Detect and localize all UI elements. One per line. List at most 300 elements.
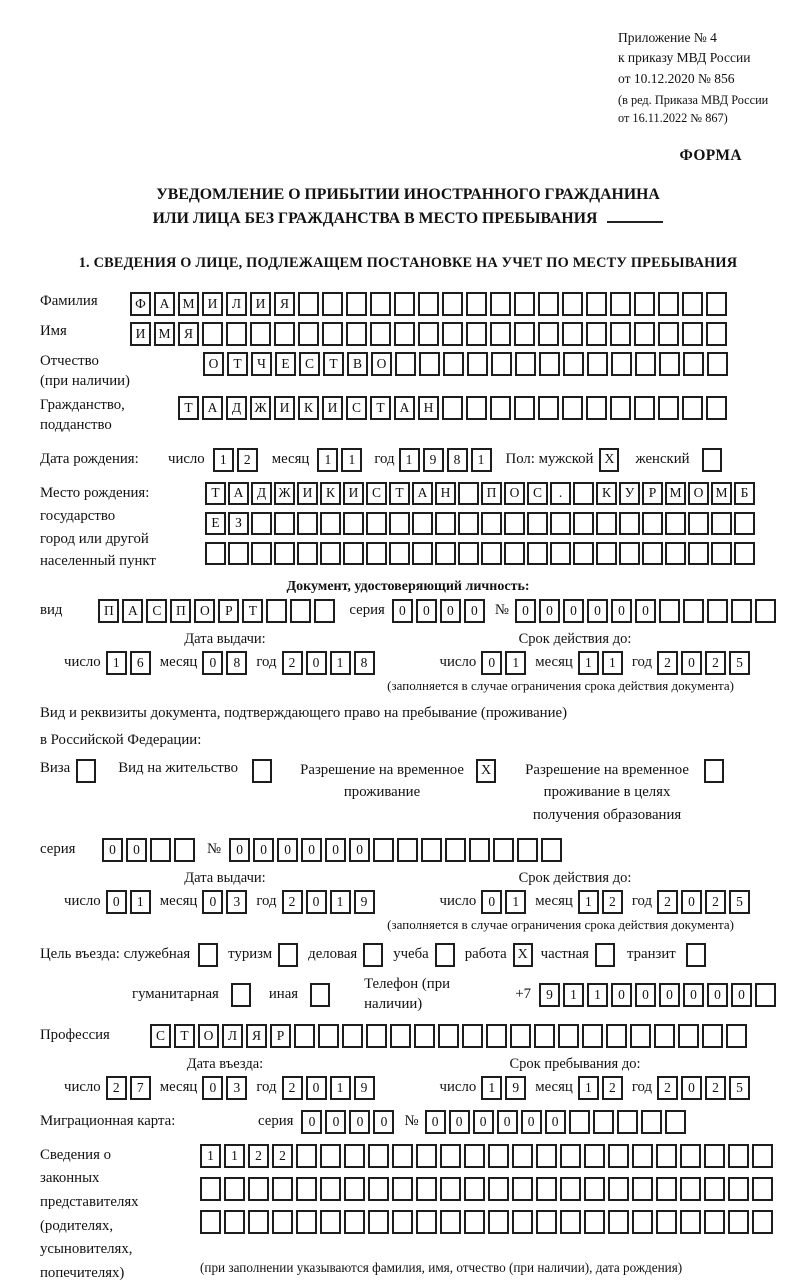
char-cell[interactable]: Т [370,396,391,420]
char-cell[interactable] [586,396,607,420]
char-cell[interactable] [320,542,341,565]
char-cell[interactable]: П [98,599,119,623]
char-cell[interactable] [342,1024,363,1048]
char-cell[interactable] [512,1177,533,1201]
char-cell[interactable] [481,542,502,565]
char-cell[interactable]: 0 [349,1110,370,1134]
char-cell[interactable] [390,1024,411,1048]
char-cell[interactable]: Т [242,599,263,623]
char-cell[interactable] [174,838,195,862]
char-cell[interactable]: 3 [226,1076,247,1100]
char-cell[interactable]: 0 [681,1076,702,1100]
char-cell[interactable]: 2 [705,890,726,914]
char-cell[interactable]: Р [218,599,239,623]
char-cell[interactable] [680,1210,701,1234]
char-cell[interactable] [435,542,456,565]
char-cell[interactable]: 0 [681,890,702,914]
char-cell[interactable]: Р [270,1024,291,1048]
char-cell[interactable] [392,1144,413,1168]
char-cell[interactable]: 0 [681,651,702,675]
char-cell[interactable]: 5 [729,651,750,675]
char-cell[interactable] [752,1144,773,1168]
char-cell[interactable] [343,542,364,565]
char-cell[interactable] [656,1210,677,1234]
vnj-checkbox[interactable] [252,759,272,783]
char-cell[interactable]: 0 [392,599,413,623]
char-cell[interactable]: 2 [237,448,258,472]
char-cell[interactable] [274,512,295,535]
char-cell[interactable]: 0 [473,1110,494,1134]
char-cell[interactable] [421,838,442,862]
char-cell[interactable] [665,542,686,565]
char-cell[interactable]: 3 [226,890,247,914]
char-cell[interactable] [250,322,271,346]
char-cell[interactable] [680,1144,701,1168]
char-cell[interactable] [688,542,709,565]
char-cell[interactable] [527,542,548,565]
char-cell[interactable] [274,542,295,565]
char-cell[interactable]: 1 [106,651,127,675]
char-cell[interactable] [368,1210,389,1234]
char-cell[interactable]: 0 [425,1110,446,1134]
char-cell[interactable] [632,1144,653,1168]
char-cell[interactable] [630,1024,651,1048]
char-cell[interactable] [586,322,607,346]
char-cell[interactable] [514,396,535,420]
char-cell[interactable]: 1 [481,1076,502,1100]
char-cell[interactable]: Р [642,482,663,505]
char-cell[interactable]: А [154,292,175,316]
char-cell[interactable] [642,512,663,535]
char-cell[interactable]: Ж [250,396,271,420]
char-cell[interactable]: А [394,396,415,420]
char-cell[interactable]: 0 [563,599,584,623]
char-cell[interactable] [490,292,511,316]
char-cell[interactable] [550,542,571,565]
char-cell[interactable] [200,1177,221,1201]
char-cell[interactable] [711,542,732,565]
char-cell[interactable]: 1 [505,651,526,675]
char-cell[interactable] [752,1210,773,1234]
char-cell[interactable] [442,322,463,346]
char-cell[interactable]: В [347,352,368,376]
char-cell[interactable] [298,292,319,316]
char-cell[interactable]: 1 [471,448,492,472]
char-cell[interactable] [688,512,709,535]
char-cell[interactable]: . [550,482,571,505]
char-cell[interactable] [368,1144,389,1168]
rvp-checkbox[interactable]: X [476,759,496,783]
char-cell[interactable] [560,1177,581,1201]
char-cell[interactable]: 1 [602,651,623,675]
char-cell[interactable] [608,1210,629,1234]
char-cell[interactable]: 1 [399,448,420,472]
char-cell[interactable]: 0 [481,651,502,675]
char-cell[interactable]: 0 [659,983,680,1007]
char-cell[interactable] [728,1144,749,1168]
char-cell[interactable]: 1 [200,1144,221,1168]
char-cell[interactable]: А [122,599,143,623]
char-cell[interactable] [608,1144,629,1168]
char-cell[interactable] [394,292,415,316]
char-cell[interactable]: 1 [505,890,526,914]
char-cell[interactable] [370,292,391,316]
sex-male-checkbox[interactable]: X [599,448,619,472]
char-cell[interactable] [435,512,456,535]
char-cell[interactable] [517,838,538,862]
char-cell[interactable] [538,322,559,346]
char-cell[interactable] [344,1177,365,1201]
char-cell[interactable] [587,352,608,376]
char-cell[interactable]: 8 [226,651,247,675]
char-cell[interactable] [296,1144,317,1168]
char-cell[interactable] [593,1110,614,1134]
char-cell[interactable] [731,599,752,623]
char-cell[interactable] [606,1024,627,1048]
char-cell[interactable] [266,599,287,623]
char-cell[interactable]: Б [734,482,755,505]
char-cell[interactable] [534,1024,555,1048]
char-cell[interactable] [272,1210,293,1234]
char-cell[interactable] [584,1144,605,1168]
char-cell[interactable] [322,292,343,316]
char-cell[interactable]: 9 [354,1076,375,1100]
char-cell[interactable] [440,1177,461,1201]
char-cell[interactable] [464,1144,485,1168]
char-cell[interactable]: К [298,396,319,420]
char-cell[interactable] [464,1210,485,1234]
char-cell[interactable]: 0 [539,599,560,623]
char-cell[interactable]: 0 [253,838,274,862]
char-cell[interactable]: Д [226,396,247,420]
char-cell[interactable] [392,1177,413,1201]
char-cell[interactable] [320,1144,341,1168]
char-cell[interactable] [682,396,703,420]
char-cell[interactable]: 0 [202,651,223,675]
char-cell[interactable] [682,292,703,316]
char-cell[interactable] [539,352,560,376]
char-cell[interactable] [248,1210,269,1234]
char-cell[interactable]: М [154,322,175,346]
char-cell[interactable]: 1 [317,448,338,472]
char-cell[interactable]: 1 [213,448,234,472]
char-cell[interactable] [617,1110,638,1134]
char-cell[interactable] [642,542,663,565]
char-cell[interactable] [665,512,686,535]
char-cell[interactable] [573,512,594,535]
char-cell[interactable] [346,292,367,316]
char-cell[interactable] [538,292,559,316]
char-cell[interactable]: 2 [602,1076,623,1100]
char-cell[interactable]: И [130,322,151,346]
char-cell[interactable] [251,512,272,535]
char-cell[interactable] [486,1024,507,1048]
char-cell[interactable] [150,838,171,862]
char-cell[interactable] [728,1210,749,1234]
char-cell[interactable] [481,512,502,535]
char-cell[interactable] [462,1024,483,1048]
char-cell[interactable] [224,1177,245,1201]
char-cell[interactable]: 0 [102,838,123,862]
char-cell[interactable] [200,1210,221,1234]
char-cell[interactable]: 2 [657,890,678,914]
char-cell[interactable]: 0 [683,983,704,1007]
char-cell[interactable] [228,542,249,565]
char-cell[interactable]: М [178,292,199,316]
char-cell[interactable]: 8 [447,448,468,472]
char-cell[interactable] [632,1210,653,1234]
char-cell[interactable]: Т [227,352,248,376]
char-cell[interactable]: 0 [440,599,461,623]
char-cell[interactable] [490,396,511,420]
char-cell[interactable]: 0 [325,1110,346,1134]
char-cell[interactable]: И [297,482,318,505]
char-cell[interactable]: 1 [341,448,362,472]
purpose-tourism-checkbox[interactable] [278,943,298,967]
char-cell[interactable] [458,512,479,535]
char-cell[interactable] [320,512,341,535]
char-cell[interactable]: 0 [202,1076,223,1100]
char-cell[interactable]: 9 [423,448,444,472]
char-cell[interactable] [414,1024,435,1048]
char-cell[interactable] [290,599,311,623]
rvp-edu-checkbox[interactable] [704,759,724,783]
char-cell[interactable]: З [228,512,249,535]
char-cell[interactable]: И [250,292,271,316]
char-cell[interactable] [373,838,394,862]
purpose-business-checkbox[interactable] [198,943,218,967]
char-cell[interactable]: С [299,352,320,376]
char-cell[interactable] [706,396,727,420]
char-cell[interactable] [550,512,571,535]
sex-female-checkbox[interactable] [702,448,722,472]
char-cell[interactable] [683,599,704,623]
char-cell[interactable] [392,1210,413,1234]
char-cell[interactable]: А [202,396,223,420]
char-cell[interactable]: 0 [707,983,728,1007]
char-cell[interactable] [538,396,559,420]
char-cell[interactable]: 0 [306,1076,327,1100]
char-cell[interactable] [711,512,732,535]
char-cell[interactable]: 1 [330,1076,351,1100]
char-cell[interactable]: Л [226,292,247,316]
char-cell[interactable]: 0 [611,983,632,1007]
char-cell[interactable]: 0 [635,599,656,623]
char-cell[interactable] [318,1024,339,1048]
purpose-work-checkbox[interactable]: X [513,943,533,967]
char-cell[interactable] [656,1177,677,1201]
char-cell[interactable] [704,1210,725,1234]
char-cell[interactable] [322,322,343,346]
visa-checkbox[interactable] [76,759,96,783]
char-cell[interactable]: 1 [578,1076,599,1100]
char-cell[interactable]: С [150,1024,171,1048]
char-cell[interactable] [706,292,727,316]
char-cell[interactable] [527,512,548,535]
char-cell[interactable]: С [146,599,167,623]
char-cell[interactable]: 0 [325,838,346,862]
char-cell[interactable]: 1 [130,890,151,914]
char-cell[interactable]: К [320,482,341,505]
char-cell[interactable]: М [711,482,732,505]
char-cell[interactable]: 1 [578,651,599,675]
purpose-private-checkbox[interactable] [595,943,615,967]
char-cell[interactable]: Ч [251,352,272,376]
char-cell[interactable] [248,1177,269,1201]
char-cell[interactable]: 0 [545,1110,566,1134]
char-cell[interactable] [541,838,562,862]
char-cell[interactable] [320,1177,341,1201]
char-cell[interactable]: 0 [301,1110,322,1134]
char-cell[interactable] [366,1024,387,1048]
char-cell[interactable]: 2 [282,651,303,675]
char-cell[interactable]: 2 [282,890,303,914]
char-cell[interactable] [665,1110,686,1134]
char-cell[interactable] [438,1024,459,1048]
char-cell[interactable] [707,599,728,623]
char-cell[interactable] [251,542,272,565]
char-cell[interactable] [458,542,479,565]
char-cell[interactable] [440,1210,461,1234]
char-cell[interactable] [734,542,755,565]
char-cell[interactable] [619,542,640,565]
char-cell[interactable]: 0 [497,1110,518,1134]
char-cell[interactable] [608,1177,629,1201]
char-cell[interactable]: И [322,396,343,420]
char-cell[interactable]: Д [251,482,272,505]
char-cell[interactable] [584,1177,605,1201]
char-cell[interactable] [416,1210,437,1234]
char-cell[interactable]: О [504,482,525,505]
char-cell[interactable] [610,292,631,316]
char-cell[interactable] [634,396,655,420]
char-cell[interactable] [635,352,656,376]
char-cell[interactable]: 2 [705,1076,726,1100]
char-cell[interactable] [562,292,583,316]
char-cell[interactable] [734,512,755,535]
char-cell[interactable]: 6 [130,651,151,675]
char-cell[interactable] [560,1210,581,1234]
char-cell[interactable] [683,352,704,376]
char-cell[interactable]: 0 [349,838,370,862]
char-cell[interactable]: С [527,482,548,505]
char-cell[interactable]: О [371,352,392,376]
char-cell[interactable]: И [343,482,364,505]
char-cell[interactable] [226,322,247,346]
char-cell[interactable]: 0 [306,651,327,675]
char-cell[interactable]: 2 [282,1076,303,1100]
char-cell[interactable] [563,352,584,376]
char-cell[interactable]: Т [323,352,344,376]
char-cell[interactable]: 2 [705,651,726,675]
char-cell[interactable]: 0 [126,838,147,862]
char-cell[interactable] [514,292,535,316]
char-cell[interactable]: 0 [373,1110,394,1134]
char-cell[interactable] [346,322,367,346]
char-cell[interactable]: 0 [306,890,327,914]
char-cell[interactable] [297,542,318,565]
char-cell[interactable] [366,542,387,565]
char-cell[interactable] [488,1210,509,1234]
char-cell[interactable] [619,512,640,535]
char-cell[interactable] [536,1177,557,1201]
char-cell[interactable] [412,512,433,535]
char-cell[interactable]: 1 [224,1144,245,1168]
char-cell[interactable]: 1 [587,983,608,1007]
char-cell[interactable] [416,1177,437,1201]
char-cell[interactable] [412,542,433,565]
char-cell[interactable] [678,1024,699,1048]
char-cell[interactable]: И [274,396,295,420]
char-cell[interactable] [344,1210,365,1234]
char-cell[interactable] [573,542,594,565]
purpose-other-checkbox[interactable] [310,983,330,1007]
char-cell[interactable] [654,1024,675,1048]
char-cell[interactable] [610,396,631,420]
char-cell[interactable]: 1 [330,890,351,914]
char-cell[interactable]: 1 [563,983,584,1007]
char-cell[interactable]: 0 [277,838,298,862]
char-cell[interactable] [504,542,525,565]
char-cell[interactable] [296,1177,317,1201]
char-cell[interactable]: Я [274,292,295,316]
char-cell[interactable] [596,542,617,565]
char-cell[interactable]: 2 [602,890,623,914]
char-cell[interactable] [573,482,594,505]
char-cell[interactable] [394,322,415,346]
char-cell[interactable]: 5 [729,1076,750,1100]
char-cell[interactable] [682,322,703,346]
char-cell[interactable]: А [412,482,433,505]
char-cell[interactable] [416,1144,437,1168]
purpose-humanitarian-checkbox[interactable] [231,983,251,1007]
char-cell[interactable] [680,1177,701,1201]
char-cell[interactable] [418,322,439,346]
char-cell[interactable] [490,322,511,346]
char-cell[interactable]: Н [435,482,456,505]
char-cell[interactable] [582,1024,603,1048]
char-cell[interactable] [389,542,410,565]
char-cell[interactable] [205,542,226,565]
char-cell[interactable]: К [596,482,617,505]
char-cell[interactable]: Е [205,512,226,535]
char-cell[interactable]: 2 [248,1144,269,1168]
char-cell[interactable] [560,1144,581,1168]
char-cell[interactable] [419,352,440,376]
char-cell[interactable]: О [194,599,215,623]
char-cell[interactable] [558,1024,579,1048]
char-cell[interactable] [491,352,512,376]
char-cell[interactable] [536,1210,557,1234]
char-cell[interactable] [658,322,679,346]
char-cell[interactable] [536,1144,557,1168]
char-cell[interactable]: О [688,482,709,505]
char-cell[interactable]: 9 [354,890,375,914]
char-cell[interactable] [658,292,679,316]
char-cell[interactable]: И [202,292,223,316]
char-cell[interactable]: 5 [729,890,750,914]
char-cell[interactable]: 0 [416,599,437,623]
char-cell[interactable]: Н [418,396,439,420]
char-cell[interactable] [562,396,583,420]
char-cell[interactable] [755,599,776,623]
char-cell[interactable]: 0 [521,1110,542,1134]
purpose-delovaya-checkbox[interactable] [363,943,383,967]
char-cell[interactable] [368,1177,389,1201]
char-cell[interactable] [466,322,487,346]
char-cell[interactable]: 0 [229,838,250,862]
char-cell[interactable] [445,838,466,862]
